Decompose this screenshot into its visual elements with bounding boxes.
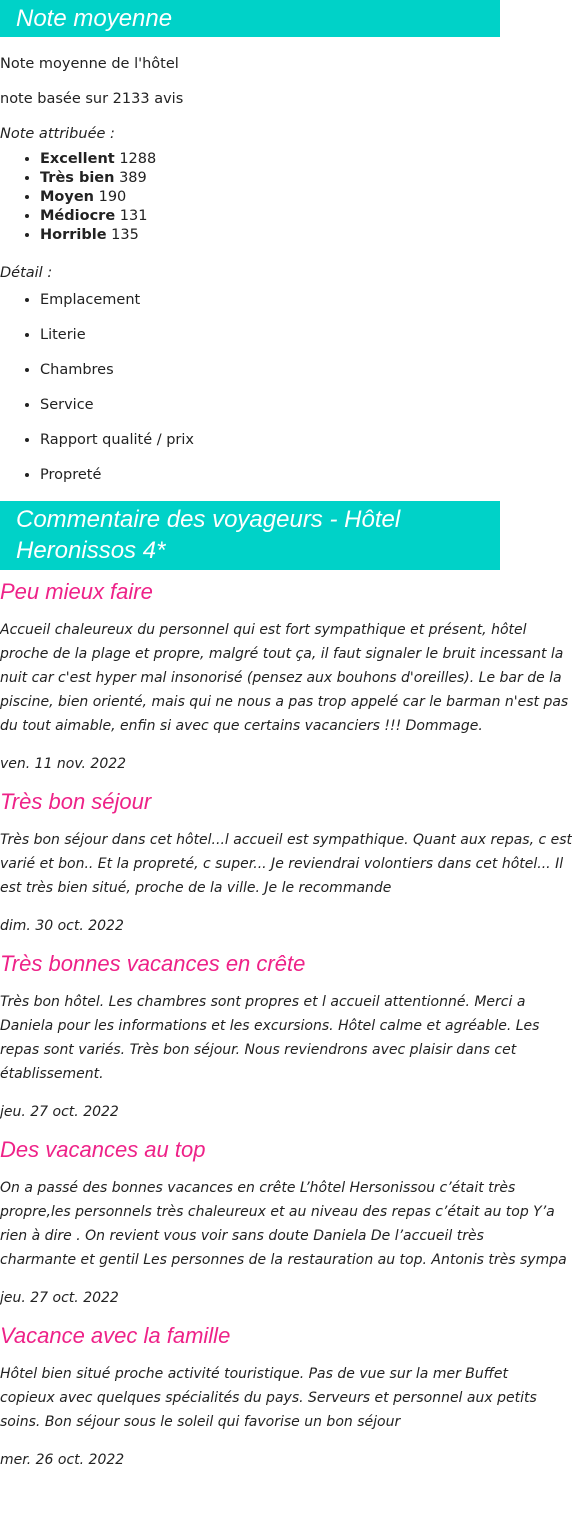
comments-heading-line1: Commentaire des voyageurs - Hôtel — [16, 506, 401, 533]
rating-summary — [0, 55, 500, 501]
note-heading-text: Note moyenne — [16, 5, 173, 32]
review-title: Peu mieux faire — [0, 579, 153, 604]
review-body: Très bon hôtel. Les chambres sont propres et l accueil attentionné. Merci a Daniela pour les informations et les excursions. Hôtel calme et agréable. Les repas sont variés. Très bon séjour. Nous reviendrons avec plaisir dans cet établissement. — [0, 994, 540, 1082]
detail-item-literie: • Literie — [40, 326, 500, 361]
review-title: Très bon séjour — [0, 789, 152, 814]
review-date: ven. 11 nov. 2022 — [0, 756, 127, 772]
review-body: Hôtel bien situé proche activité touristique. Pas de vue sur la mer Buffet copieux avec quelques spécialités du pays. Serveurs et personnel aux petits soins. Bon séjour sous le soleil qui favorise un bon séjour — [0, 1366, 537, 1430]
review-item — [0, 950, 540, 1122]
detail-item-proprete: • Propreté — [40, 466, 500, 501]
note-section-heading — [0, 0, 500, 37]
review-item — [0, 578, 569, 774]
detail-item-rapport-qualite-prix: • Rapport qualité / prix — [40, 431, 500, 466]
review-item — [0, 1322, 537, 1470]
review-body: Accueil chaleureux du personnel qui est fort sympathique et présent, hôtel proche de la plage et propre, malgré tout ça, il faut signaler le bruit incessant la nuit car c'est hyper mal insonorisé (pensez aux bouhons d'oreilles). Le bar de la piscine, bien orienté, mais qui ne nous a pas trop appelé car le barman n'est pas du tout aimable, enfin si avec que certains vacanciers !!! Dommage. — [0, 622, 569, 734]
based-on-text: note basée sur 2133 avis — [0, 91, 184, 107]
review-date: dim. 30 oct. 2022 — [0, 918, 124, 934]
detail-list — [0, 291, 500, 501]
comments-heading-line2: Heronissos 4* — [16, 537, 166, 564]
review-date: jeu. 27 oct. 2022 — [0, 1290, 119, 1306]
review-list — [0, 578, 572, 1470]
rating-item-moyen: • Moyen 190 — [40, 188, 500, 207]
review-body: On a passé des bonnes vacances en crête L’hôtel Hersonissou c’était très propre,les personnels très chaleureux et au niveau des repas c’était au top Y’a rien à dire . On revient vous voir sans doute Daniela De l’accueil très charmante et gentil Les personnes de la restauration au top. Antonis très sympa — [0, 1180, 567, 1268]
review-item — [0, 1136, 567, 1308]
review-date: mer. 26 oct. 2022 — [0, 1452, 125, 1468]
rating-item-excellent: • Excellent 1288 — [40, 150, 500, 169]
detail-item-chambres: • Chambres — [40, 361, 500, 396]
detail-label: Détail : — [0, 265, 53, 281]
rating-item-horrible: • Horrible 135 — [40, 226, 500, 245]
rating-item-mediocre: • Médiocre 131 — [40, 207, 500, 226]
detail-item-emplacement: • Emplacement — [40, 291, 500, 326]
hotel-rating-label: Note moyenne de l'hôtel — [0, 56, 179, 72]
review-date: jeu. 27 oct. 2022 — [0, 1104, 119, 1120]
review-title: Vacance avec la famille — [0, 1323, 231, 1348]
detail-item-service: • Service — [40, 396, 500, 431]
comments-section-heading — [0, 501, 500, 570]
attributed-label: Note attribuée : — [0, 126, 115, 142]
rating-item-tres-bien: • Très bien 389 — [40, 169, 500, 188]
review-title: Des vacances au top — [0, 1137, 206, 1162]
review-body: Très bon séjour dans cet hôtel...l accueil est sympathique. Quant aux repas, c est varié et bon.. Et la propreté, c super... Je reviendrai volontiers dans cet hôtel... Il est très bien situé, proche de la ville. Je le recommande — [0, 832, 572, 896]
review-item — [0, 788, 572, 936]
review-title: Très bonnes vacances en crête — [0, 951, 306, 976]
rating-breakdown-list — [0, 150, 500, 245]
